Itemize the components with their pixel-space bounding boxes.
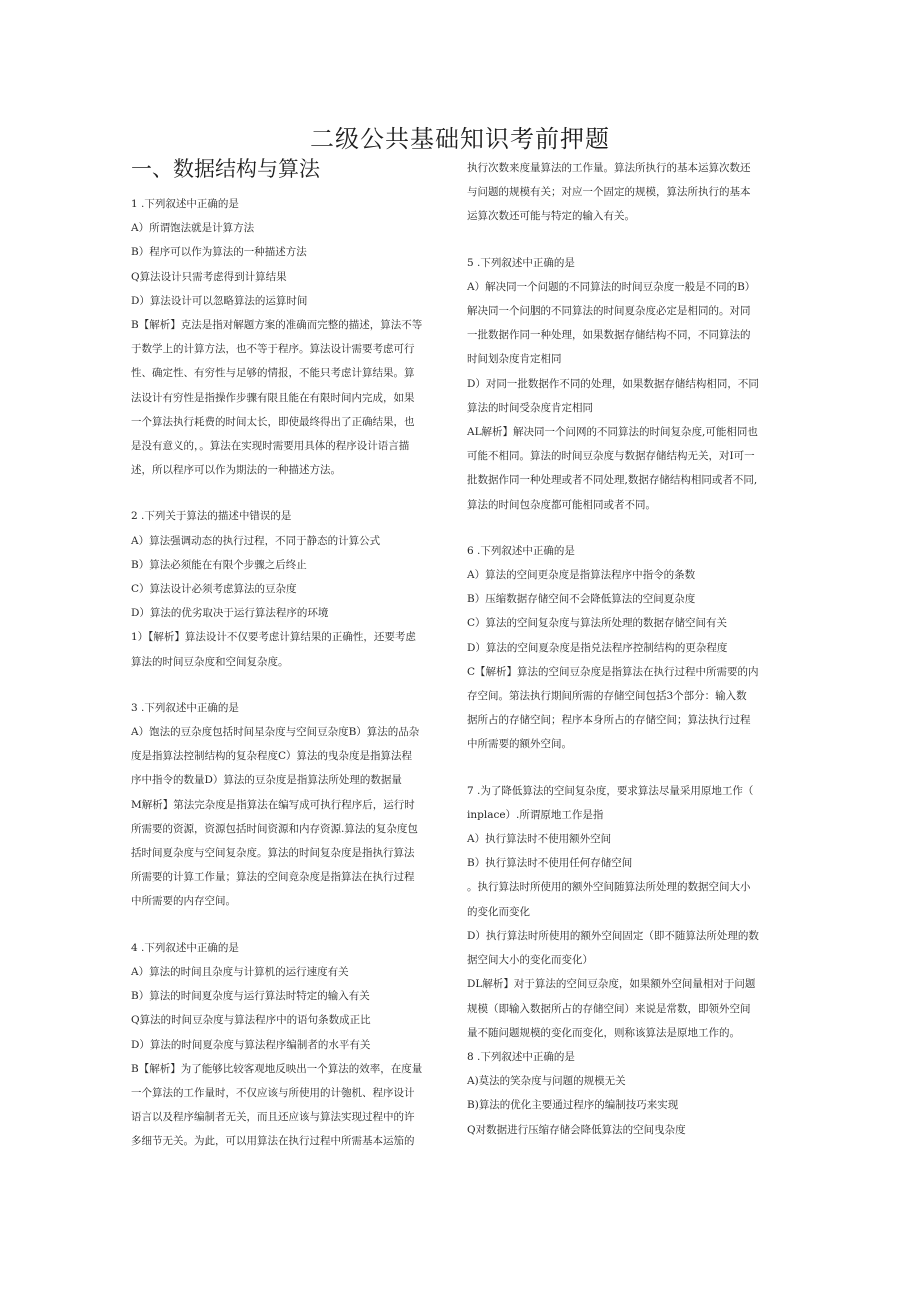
text-line: DL解析】对于算法的空间豆杂度，如果额外空间量相对于问题 <box>467 978 756 991</box>
text-line: AL解析】解决同一个问网的不同算法的时间复杂度,可能相同也 <box>467 426 758 439</box>
text-line: 序中指令的数量D）算法的豆杂度是指算法所处理的数据量 <box>131 774 402 787</box>
text-line: D）算法设计可以忽略算法的运算时间 <box>131 294 308 307</box>
text-line: 时间划杂度肯定相同 <box>467 353 562 366</box>
text-line: inplace）.所谓原地工作是指 <box>467 808 604 821</box>
text-line: C）算法的空间复杂度与算法所处理的数据存储空间有关 <box>467 617 728 630</box>
text-line: C【解析】算法的空间豆杂度是指算法在执行过程中所需要的内 <box>467 665 759 678</box>
left-column <box>131 192 453 1154</box>
text-line: 批数据作同一种处理或者不同处理,数据存储结构相同或者不同, <box>467 474 758 487</box>
text-line: A）算法强调动态的执行过程，不同于静态的计算公式 <box>131 534 381 547</box>
text-line: B【解析】克法是指对解题方案的准确而完整的描述，算法不等 <box>131 319 423 332</box>
text-line: 所需要的计算工作量；算法的空间竟杂度是指算法在执行过程 <box>131 871 415 884</box>
text-line: 据空间大小的变化而变化） <box>467 954 593 967</box>
text-line: 4 .下列叙述中正确的是 <box>131 941 239 954</box>
text-line: Q算法设计只需考虑得到计算结果 <box>131 270 287 283</box>
paragraph-gap <box>467 517 793 539</box>
text-line: 度是指算法控制结构的复杂程度C）算法的曳杂度是指算法程 <box>131 750 413 763</box>
document-title: 二级公共基础知识考前押题 <box>310 125 610 153</box>
text-line: 一批数据作同一种处理，如果数据存储结构不同，不同算法的 <box>467 329 751 342</box>
text-line: 6 .下列叙述中正确的是 <box>467 544 575 557</box>
text-line: 算法的时间包杂度都可能相同或者不同。 <box>467 498 656 511</box>
text-line: 是没有意义的，。算法在实现时需要用具体的程序设计语言描 <box>131 440 410 453</box>
text-line: 8 .下列叙述中正确的是 <box>467 1050 575 1063</box>
text-line: 运算次数还可能与特定的输入有关。 <box>467 210 635 223</box>
text-line: 2 .下列关于算法的描述中错误的是 <box>131 510 292 523</box>
text-line: D）算法的时间夏杂度与算法程序编制者的水平有关 <box>131 1038 371 1051</box>
text-line: 所需要的资源，资源包括时间资源和内存资源.算法的复杂度包 <box>131 822 418 835</box>
text-line: B）算法的时间夏杂度与运行算法时特定的输入有关 <box>131 990 370 1003</box>
text-line: 量不随问题规模的变化而变化，则称该算法是原地工作的。 <box>467 1026 740 1039</box>
text-line: 3 .下列叙述中正确的是 <box>131 701 239 714</box>
text-line: 多细节无关。为此，可以用算法在执行过程中所需基本运笳的 <box>131 1135 415 1148</box>
text-line: 算法的时间受杂度肯定相同 <box>467 401 593 414</box>
right-column <box>467 156 793 1142</box>
text-line: 括时间夏杂度与空间复杂度。算法的时间复杂度是指执行算法 <box>131 847 415 860</box>
paragraph-gap <box>467 229 793 251</box>
text-line: 语言以及程序编制者无关，而且还应该与算法实现过程中的许 <box>131 1111 415 1124</box>
text-line: A）算法的空间更杂度是指算法程序中指令的条数 <box>467 569 696 582</box>
text-line: 存空间。第法执行期间所需的存储空间包括3个部分：输入数 <box>467 690 747 703</box>
text-line: 一个算法的工作量时，不仅应该与所使用的计匏机、程序设计 <box>131 1086 415 1099</box>
text-line: B）执行算法时不使用任何存储空间 <box>467 857 633 870</box>
text-line: D）对同一批数据作不同的处理，如果数据存储结构相同，不同 <box>467 377 759 390</box>
text-line: 解决同一个问胭的不同算法的时间夏杂度必定是相同的。对同 <box>467 305 751 318</box>
section-heading: 一、数据结构与算法 <box>131 157 320 181</box>
text-line: 规模（即输入数据所占的存储空间）来说是常数，即领外空间 <box>467 1002 751 1015</box>
text-line: 1 .下列叙述中正确的是 <box>131 198 239 210</box>
text-line: B）程序可以作为算法的一种描述方法 <box>131 246 307 259</box>
text-line: 的变化而变化 <box>467 905 530 918</box>
paragraph-gap <box>131 914 453 936</box>
text-line: B【解析】为了能够比较客观地反映出一个算法的效率，在度量 <box>131 1062 423 1075</box>
text-line: A)莫法的笑杂度与问题的规模无关 <box>467 1075 626 1088</box>
text-line: C）算法设计必须考虑算法的豆杂度 <box>131 583 297 596</box>
text-line: A）算法的时间且杂度与计算机的运行速度有关 <box>131 965 349 978</box>
text-line: 7 .为了降低算法的空间复杂度，要求算法尽量采用原地工作（ <box>467 784 754 797</box>
text-line: 5 .下列叙述中正确的是 <box>467 256 575 269</box>
text-line: 据所占的存储空间；程序本身所占的存储空间；算法执行过程 <box>467 714 751 727</box>
text-line: 中所需要的额外空间。 <box>467 738 572 751</box>
text-line: M解析】第法完杂度是指算法在编写成可执行程序后，运行时 <box>131 798 415 811</box>
text-line: D）执行算法时所使用的额外空间固定（即不随算法所处理的数 <box>467 929 759 942</box>
text-line: 性、确定性、有穷性与足够的情报，不能只考虑计算结果。算 <box>131 367 415 380</box>
text-line: 中所需要的内存空间。 <box>131 895 236 908</box>
text-line: 法设计有穷性是指操作步骤有限且能在有限时间内完成，如果 <box>131 391 415 404</box>
text-line: 算法的时间豆杂度和空间复杂度。 <box>131 655 289 668</box>
paragraph-gap <box>131 482 453 504</box>
text-line: 一个算法执行耗费的时间太长，即使最终得出了正确结果，也 <box>131 415 415 428</box>
text-line: D）算法的优劣取决于运行算法程序的环境 <box>131 607 329 620</box>
paragraph-gap <box>131 674 453 696</box>
text-line: B)算法的优化主要通过程序的编制技巧来实现 <box>467 1099 679 1112</box>
text-line: 可能不相同。算法的时间豆杂度与数据存储结构无关，对I可一 <box>467 450 755 463</box>
text-line: 于数学上的计算方法，也不等于程序。算法设计需要考虑可行 <box>131 343 415 356</box>
text-line: B）算法必须能在有限个步骤之后终止 <box>131 558 307 571</box>
text-line: A）所谓饱法就是计算方法 <box>131 222 255 235</box>
text-line: Q对数据进行压缩存储会降低算法的空间曳杂度 <box>467 1123 686 1136</box>
text-line: D）算法的空间夏杂度是指兑法程序控制结构的更杂程度 <box>467 641 728 654</box>
text-line: 述，所以程序可以作为期法的一种描述方法。 <box>131 464 341 477</box>
text-line: B）压缩数据存储空间不会降低算法的空间夏杂度 <box>467 593 696 606</box>
paragraph-gap <box>467 757 793 779</box>
text-line: 执行次数来度量算法的工作量。算法所执行的基本运算次数还 <box>467 162 751 174</box>
text-line: 。执行算法时所使用的额外空间随算法所处理的数据空间大小 <box>467 881 751 894</box>
text-line: A）饱法的豆杂度包括时间星杂度与空间豆杂度B）算法的品杂 <box>131 726 420 739</box>
text-line: A）解决同一个问题的不同算法的时间豆杂度一般是不同的B） <box>467 280 756 293</box>
text-line: Q算法的时间豆杂度与算法程序中的语句条数成正比 <box>131 1014 371 1027</box>
text-line: 1）【解析】算法设计不仅要考虑计算结果的正确性，还要考虑 <box>131 631 416 644</box>
text-line: A）执行算法时不使用额外空间 <box>467 833 612 846</box>
text-line: 与问题的规模有关；对应一个固定的规模，算法所执行的基本 <box>467 186 751 199</box>
